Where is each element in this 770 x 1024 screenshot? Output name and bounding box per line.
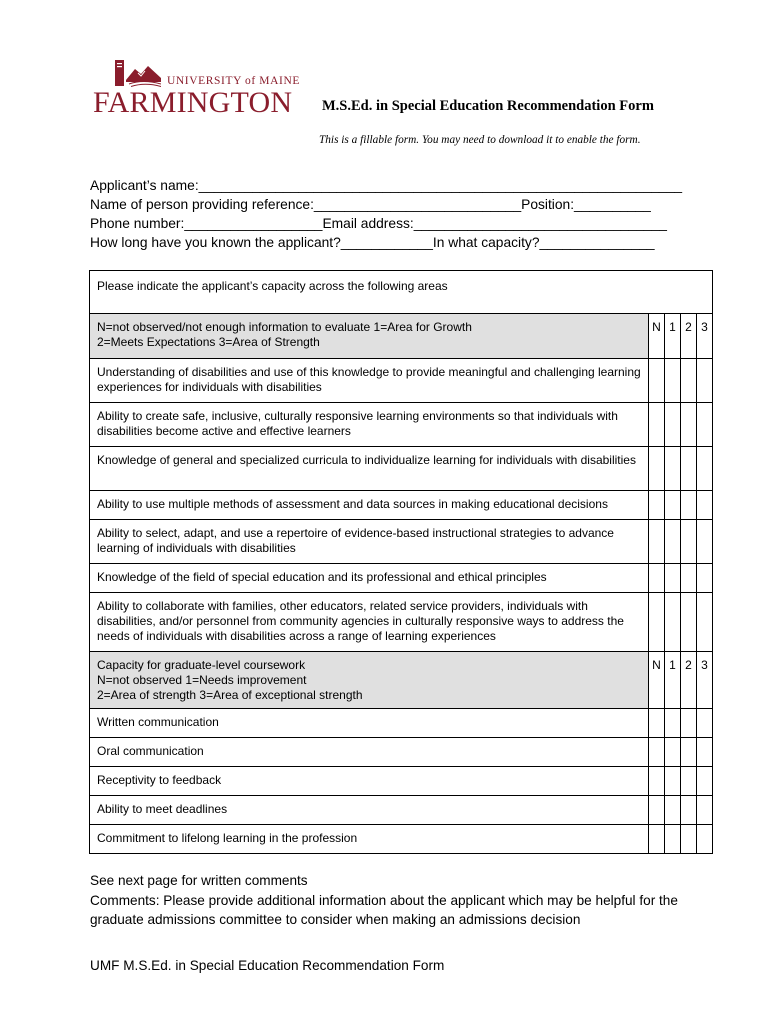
rating-cell-3[interactable] bbox=[696, 564, 712, 592]
rating-cell-n[interactable] bbox=[648, 709, 664, 737]
criterion-label: Knowledge of the field of special education and its professional and ethical principles bbox=[97, 570, 547, 584]
criterion-label: Commitment to lifelong learning in the profession bbox=[97, 831, 358, 845]
page-footer: UMF M.S.Ed. in Special Education Recommendation Form bbox=[90, 958, 445, 973]
table-row bbox=[90, 519, 712, 563]
criterion-label: Receptivity to feedback bbox=[97, 773, 222, 787]
criterion-label: Ability to collaborate with families, other educators, related service providers, individuals with disabilities, and/or personnel from community agencies in culturally responsive ways to address the needs of individuals with disabilities across a range of learning experiences bbox=[97, 599, 624, 643]
col-header-1: 1 bbox=[664, 652, 680, 708]
rating-cell-n[interactable] bbox=[648, 491, 664, 519]
rating-cell-2[interactable] bbox=[680, 738, 696, 766]
rating-cell-3[interactable] bbox=[696, 403, 712, 446]
rating-cell-n[interactable] bbox=[648, 447, 664, 490]
table-row bbox=[90, 402, 712, 446]
logo-university-text: UNIVERSITY of MAINE bbox=[167, 75, 300, 87]
col-header-3: 3 bbox=[696, 652, 712, 708]
rating-cell-1[interactable] bbox=[664, 403, 680, 446]
rating-cell-3[interactable] bbox=[696, 796, 712, 824]
rating-cell-1[interactable] bbox=[664, 447, 680, 490]
mountain-logo-icon bbox=[115, 60, 161, 88]
rating-cell-3[interactable] bbox=[696, 767, 712, 795]
section1-legend-row bbox=[90, 313, 712, 358]
rating-cell-3[interactable] bbox=[696, 520, 712, 563]
rating-cell-n[interactable] bbox=[648, 564, 664, 592]
rating-cell-3[interactable] bbox=[696, 593, 712, 651]
rating-cell-n[interactable] bbox=[648, 359, 664, 402]
rating-cell-n[interactable] bbox=[648, 796, 664, 824]
rating-cell-n[interactable] bbox=[648, 738, 664, 766]
rating-cell-2[interactable] bbox=[680, 447, 696, 490]
criterion-label: Written communication bbox=[97, 715, 219, 729]
reference-name-position-field[interactable]: Name of person providing reference:___________________________Position:__________ bbox=[90, 197, 651, 212]
phone-email-field[interactable]: Phone number:__________________Email address:_________________________________ bbox=[90, 216, 667, 231]
criterion-label: Oral communication bbox=[97, 744, 204, 758]
rating-cell-n[interactable] bbox=[648, 520, 664, 563]
rating-table bbox=[89, 270, 713, 854]
rating-cell-2[interactable] bbox=[680, 491, 696, 519]
col-header-2: 2 bbox=[680, 652, 696, 708]
fillable-note: This is a fillable form. You may need to download it to enable the form. bbox=[319, 134, 641, 146]
rating-cell-1[interactable] bbox=[664, 593, 680, 651]
table-row bbox=[90, 795, 712, 824]
applicant-info-section bbox=[90, 176, 682, 252]
table-instruction: Please indicate the applicant’s capacity across the following areas bbox=[97, 279, 448, 293]
section2-legend: Capacity for graduate-level coursework N=not observed 1=Needs improvement 2=Area of strength 3=Area of exceptional strength bbox=[90, 652, 648, 708]
rating-cell-2[interactable] bbox=[680, 709, 696, 737]
known-duration-capacity-field[interactable]: How long have you known the applicant?____________In what capacity?_______________ bbox=[90, 235, 655, 250]
criterion-label: Ability to use multiple methods of assessment and data sources in making educational decisions bbox=[97, 497, 608, 511]
rating-cell-2[interactable] bbox=[680, 796, 696, 824]
comments-prompt: Comments: Please provide additional information about the applicant which may be helpful for the graduate admissions committee to consider when making an admissions decision bbox=[90, 893, 678, 927]
table-row bbox=[90, 490, 712, 519]
rating-cell-3[interactable] bbox=[696, 491, 712, 519]
rating-cell-n[interactable] bbox=[648, 767, 664, 795]
page-title: M.S.Ed. in Special Education Recommendation Form bbox=[322, 98, 654, 114]
rating-cell-2[interactable] bbox=[680, 520, 696, 563]
rating-cell-2[interactable] bbox=[680, 403, 696, 446]
table-row bbox=[90, 824, 712, 853]
section2-legend-row bbox=[90, 651, 712, 708]
rating-cell-1[interactable] bbox=[664, 491, 680, 519]
table-row bbox=[90, 737, 712, 766]
rating-cell-n[interactable] bbox=[648, 825, 664, 853]
criterion-label: Ability to select, adapt, and use a repertoire of evidence-based instructional strategies to advance learning of individuals with disabilities bbox=[97, 526, 614, 555]
rating-cell-2[interactable] bbox=[680, 825, 696, 853]
rating-cell-2[interactable] bbox=[680, 564, 696, 592]
rating-cell-3[interactable] bbox=[696, 738, 712, 766]
criterion-label: Understanding of disabilities and use of this knowledge to provide meaningful and challenging learning experiences for individuals with disabilities bbox=[97, 365, 641, 394]
table-row bbox=[90, 563, 712, 592]
table-row bbox=[90, 358, 712, 402]
section1-legend: N=not observed/not enough information to evaluate 1=Area for Growth 2=Meets Expectations 3=Area of Strength bbox=[90, 314, 648, 358]
rating-cell-n[interactable] bbox=[648, 593, 664, 651]
rating-cell-3[interactable] bbox=[696, 447, 712, 490]
table-instruction-row bbox=[90, 271, 712, 313]
rating-cell-1[interactable] bbox=[664, 738, 680, 766]
criterion-label: Ability to meet deadlines bbox=[97, 802, 228, 816]
col-header-2: 2 bbox=[680, 314, 696, 358]
rating-cell-1[interactable] bbox=[664, 767, 680, 795]
col-header-n: N bbox=[648, 652, 664, 708]
col-header-1: 1 bbox=[664, 314, 680, 358]
rating-cell-3[interactable] bbox=[696, 709, 712, 737]
rating-cell-2[interactable] bbox=[680, 767, 696, 795]
rating-cell-2[interactable] bbox=[680, 359, 696, 402]
rating-cell-1[interactable] bbox=[664, 825, 680, 853]
criterion-label: Knowledge of general and specialized curricula to individualize learning for individuals with disabilities bbox=[97, 453, 636, 467]
col-header-n: N bbox=[648, 314, 664, 358]
rating-cell-1[interactable] bbox=[664, 796, 680, 824]
rating-cell-1[interactable] bbox=[664, 564, 680, 592]
applicant-name-field[interactable]: Applicant’s name:_______________________________________________________________ bbox=[90, 178, 683, 193]
criterion-label: Ability to create safe, inclusive, culturally responsive learning environments so that individuals with disabilities become active and effective learners bbox=[97, 409, 618, 438]
rating-cell-1[interactable] bbox=[664, 359, 680, 402]
table-row bbox=[90, 766, 712, 795]
rating-cell-n[interactable] bbox=[648, 403, 664, 446]
rating-cell-3[interactable] bbox=[696, 825, 712, 853]
table-row bbox=[90, 446, 712, 490]
table-row bbox=[90, 592, 712, 651]
rating-cell-3[interactable] bbox=[696, 359, 712, 402]
rating-cell-1[interactable] bbox=[664, 709, 680, 737]
col-header-3: 3 bbox=[696, 314, 712, 358]
logo-campus-text: FARMINGTON bbox=[93, 86, 293, 119]
next-page-note: See next page for written comments bbox=[90, 873, 308, 888]
rating-cell-1[interactable] bbox=[664, 520, 680, 563]
university-logo bbox=[93, 58, 303, 122]
table-row bbox=[90, 708, 712, 737]
rating-cell-2[interactable] bbox=[680, 593, 696, 651]
